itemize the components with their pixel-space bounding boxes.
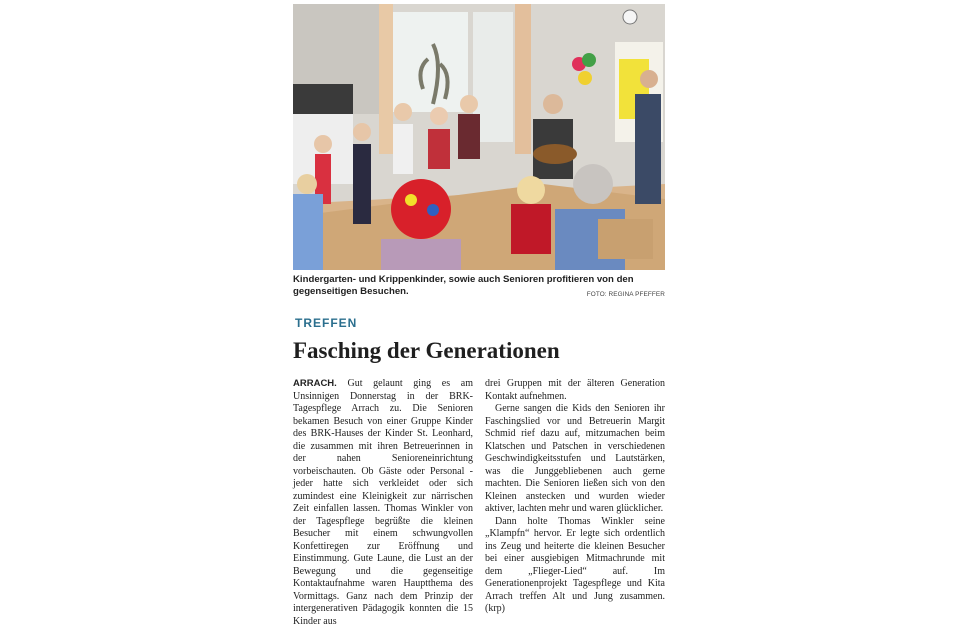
paragraph: drei Gruppen mit der älteren Generation Kontakt aufnehmen. [485,378,665,402]
photo-illustration [293,4,665,270]
article-column-2 [485,378,665,616]
article-photo [293,4,665,270]
body-text-col1: Gut gelaunt ging es am Unsinnigen Donnerstag in der BRK-Tagespflege Arrach zu. Die Senioren bekamen Besuch von einer Gruppe Kinder des BRK-Hauses der Kinder St. Leonhard, die zusammen mit ihren Betreuerinnen in der nahen Senioreneinrichtung vorbeischauten. Ob Gäste oder Personal - jeder hatte sich verkleidet oder sich zumindest eine Kleinigkeit zur närrischen Zeit einfallen lassen. Thomas Winkler von der Tagespflege begrüßte die kleinen Besucher mit einem schwungvollen Konfettiregen zur Eröffnung und Einstimmung. Gute Laune, die Lust an der Bewegung und die gegenseitige Kontaktaufnahme waren Hauptthema des Vormittags. Ganz nach dem Prinzip der intergenerativen Pädagogik konnten die 15 Kinder aus [293,378,473,627]
newspaper-clipping [293,0,665,640]
headline: Fasching der Generationen [293,338,560,363]
section-label: TREFFEN [295,316,358,330]
photo-caption: Kindergarten- und Krippenkinder, sowie auch Senioren profitieren von den gegenseitigen Besuchen. [293,274,634,297]
article-column-1 [293,378,473,628]
dateline: ARRACH. [293,378,337,389]
paragraph: Dann holte Thomas Winkler seine „Klampfn“ hervor. Er legte sich ordentlich ins Zeug und heiterte die kleinen Besucher bei einer ausgiebigen Mitmachrunde mit dem „Flieger-Lied“ auf. Im Generationenprojekt Tagespflege und Kita Arrach treffen Alt und Jung zusammen. (krp) [485,515,665,614]
photo-credit: FOTO: REGINA PFEFFER [586,291,665,298]
paragraph: Gerne sangen die Kids den Senioren ihr Faschingslied vor und Betreuerin Margit Schmid rief dazu auf, mitzumachen beim Klatschen und Patschen in verschiedenen Geschwindigkeitsstufen und Lautstärken, was die Junggebliebenen auch gerne machten. Die Senioren ließen sich von den Kleinen anstecken und wurden wieder aktiver, lachten mehr und waren glücklicher. [485,403,665,514]
